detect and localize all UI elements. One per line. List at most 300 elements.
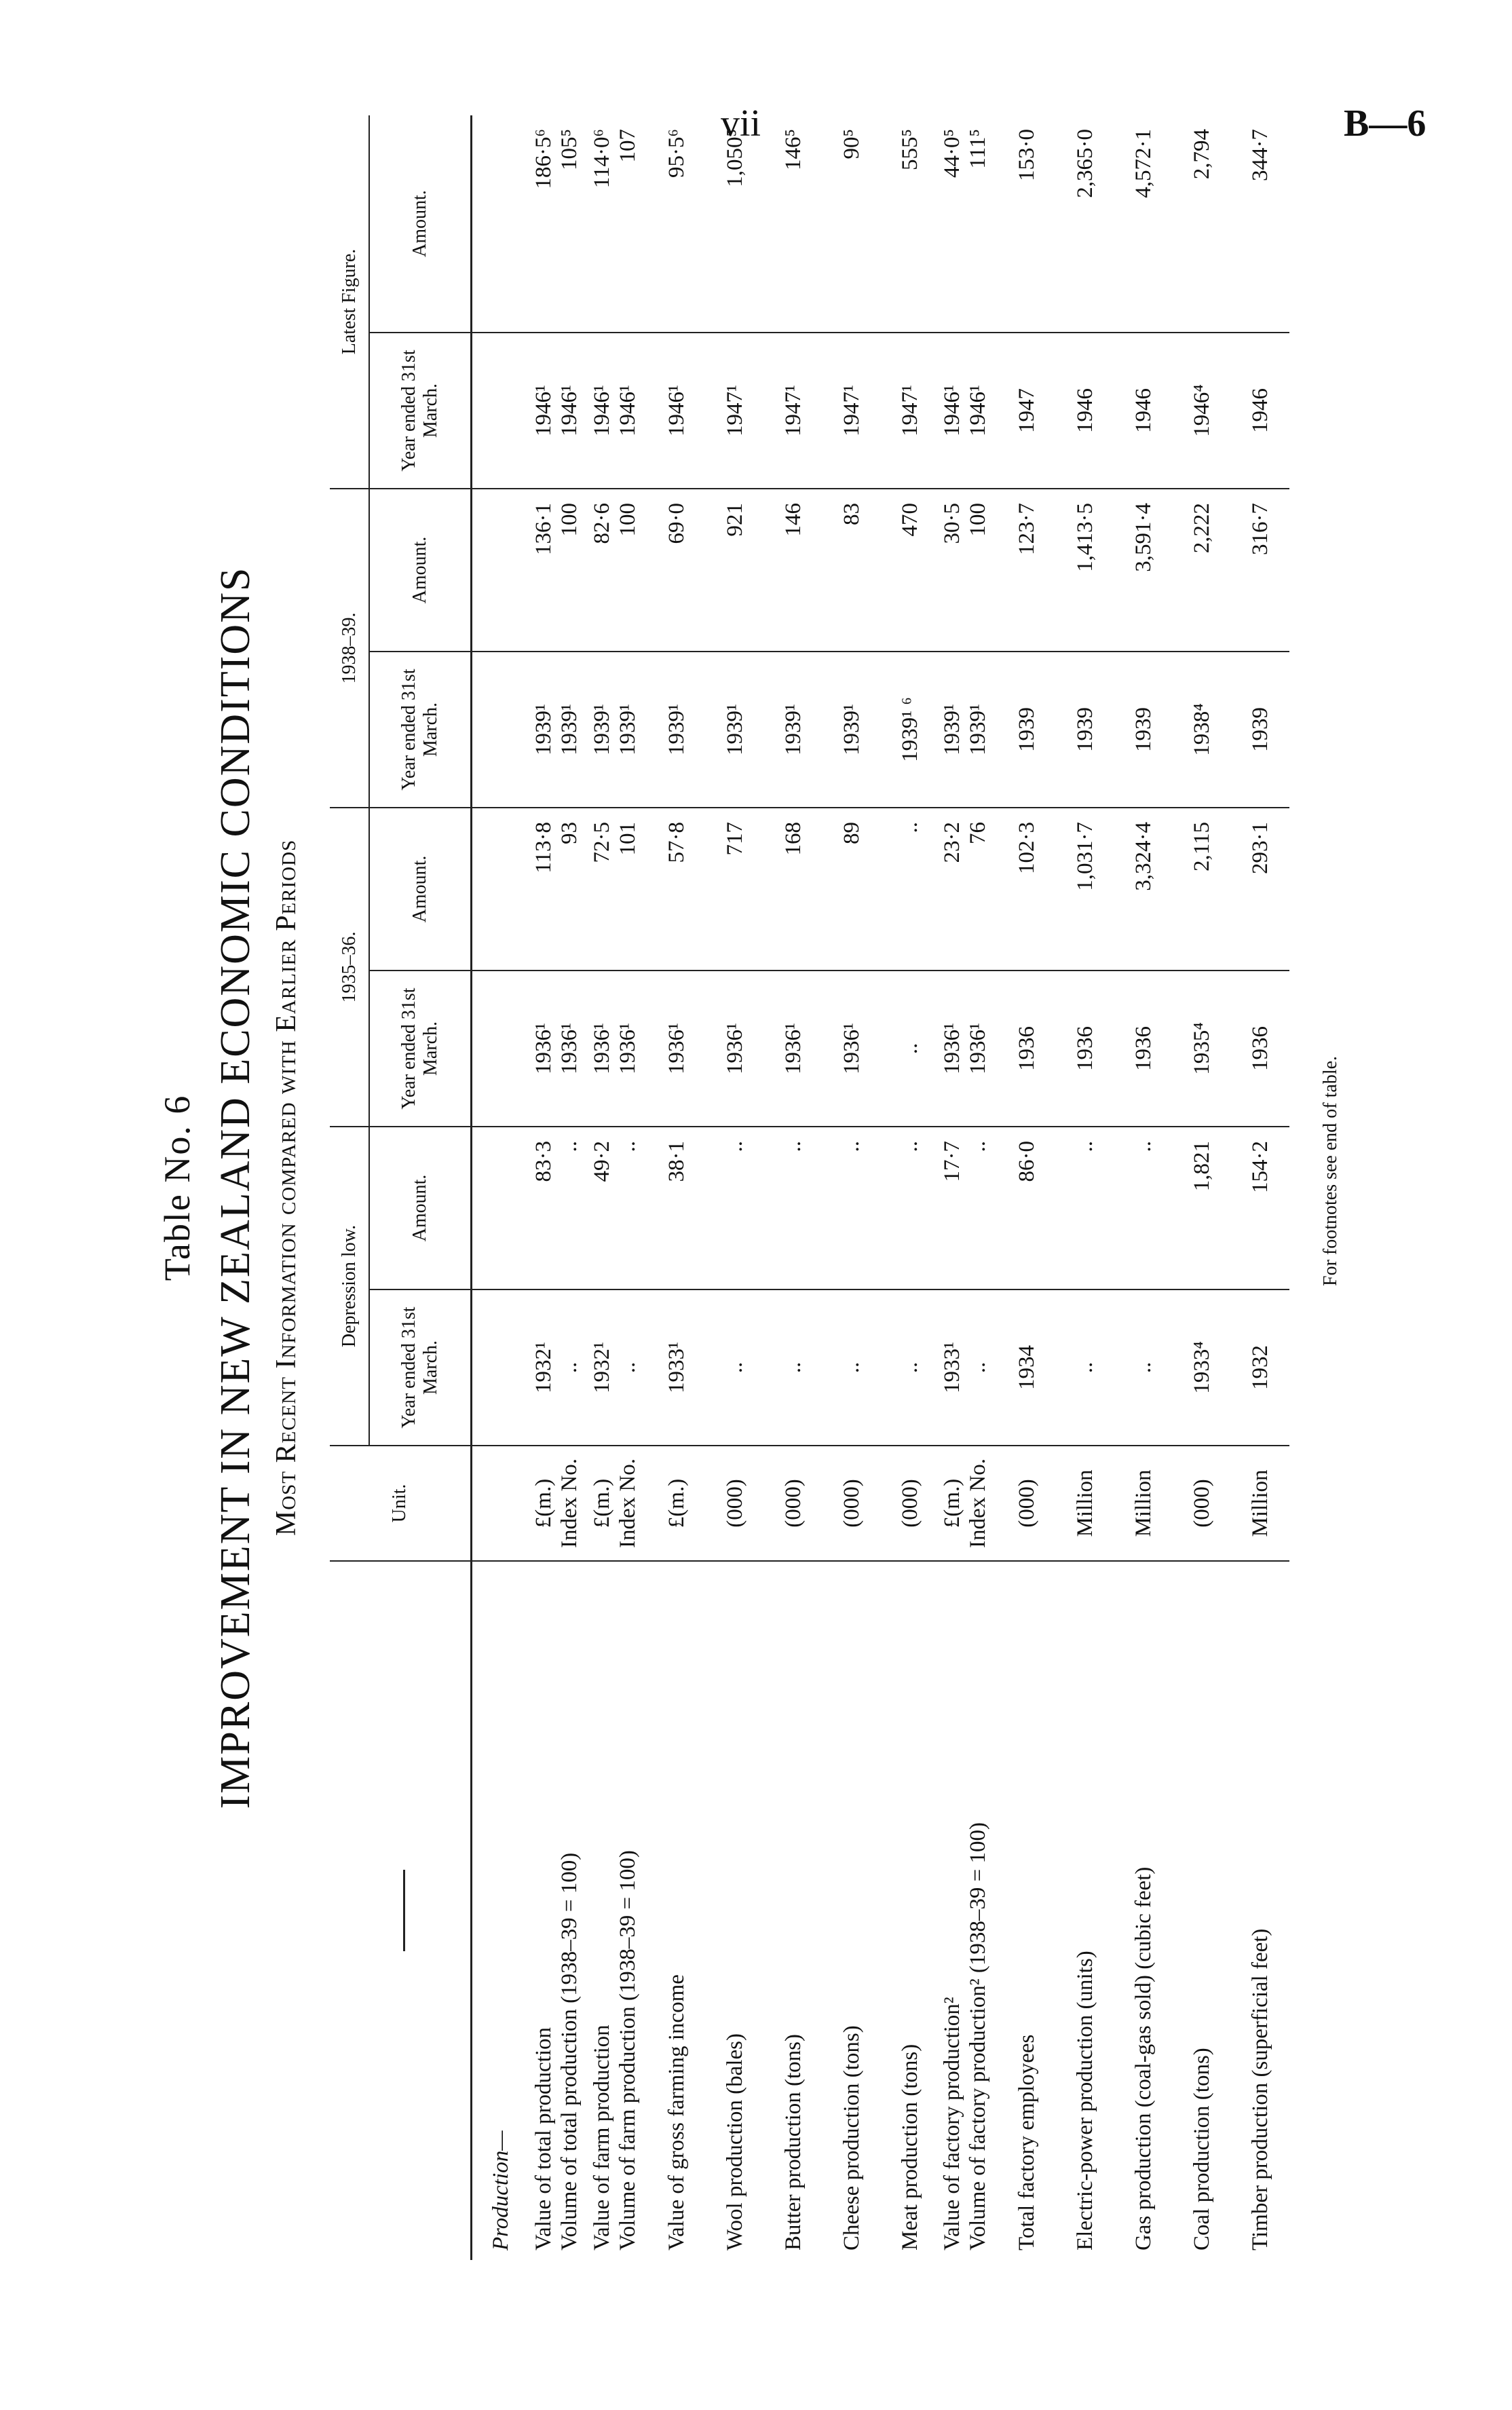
- latest-year-cell-value: 1947¹: [722, 385, 747, 436]
- table-row: [706, 115, 764, 2260]
- depression-year-cell: [1056, 1289, 1114, 1446]
- production-table: [330, 115, 1289, 2260]
- latest-year-cell-value: 1946⁴: [1189, 384, 1214, 437]
- depression-year-cell-value: ..: [780, 1361, 806, 1374]
- latest-amount-cell: [1231, 115, 1289, 333]
- table-body: [471, 115, 1289, 2260]
- table-row: [589, 115, 647, 2260]
- year-1938-39-cell: [531, 652, 589, 808]
- depression-year-cell-value: 1932¹: [531, 1342, 556, 1393]
- amount-1938-39-cell-value: 2,222: [1189, 503, 1214, 554]
- unit-cell: [881, 1446, 939, 1561]
- year-header: Year ended 31st March.: [369, 1289, 471, 1446]
- latest-amount-cell: [589, 115, 647, 333]
- depression-year-cell: [589, 1289, 647, 1446]
- depression-amount-cell: [647, 1127, 706, 1289]
- latest-year-cell: [1056, 333, 1114, 489]
- latest-year-cell: [823, 333, 881, 489]
- depression-year-cell-value: 1932¹: [589, 1342, 614, 1393]
- amount-1935-36-cell-value: 1,031·7: [1072, 822, 1097, 891]
- unit-cell: [823, 1446, 881, 1561]
- year-1938-39-cell: [1173, 652, 1231, 808]
- amount-1935-36-cell-value: 57·8: [664, 822, 689, 863]
- year-1938-39-cell-value: 1939¹ ⁶: [897, 697, 922, 762]
- row-label-text: Volume of farm production (1938–39 = 100): [615, 1850, 640, 2251]
- year-1938-39-cell-value: 1939¹: [531, 704, 556, 755]
- latest-year-cell-value: 1946¹: [531, 385, 556, 436]
- table-row: [823, 115, 881, 2260]
- table-row: [764, 115, 823, 2260]
- year-1938-39-cell: [881, 652, 939, 808]
- table-row: [881, 115, 939, 2260]
- depression-year-cell-value: 1934: [1014, 1345, 1039, 1390]
- year-1938-39-cell-value: 1939: [1072, 707, 1097, 752]
- amount-header: Amount.: [369, 115, 471, 333]
- unit-cell-value: £(m.): [589, 1478, 614, 1528]
- latest-amount-cell-value: 107: [615, 129, 640, 163]
- depression-year-cell: [939, 1289, 998, 1446]
- row-label-text: Value of total production: [531, 2027, 556, 2251]
- latest-year-cell-value: 1946¹: [939, 385, 964, 436]
- label-header: [330, 1561, 471, 2260]
- amount-header: Amount.: [369, 808, 471, 971]
- unit-cell-value: £(m.): [531, 1478, 556, 1528]
- unit-cell: [1056, 1446, 1114, 1561]
- amount-1938-39-cell: [1231, 489, 1289, 652]
- depression-year-cell-value: 1933¹: [939, 1342, 964, 1393]
- depression-amount-cell-value: ..: [1072, 1141, 1097, 1152]
- depression-year-cell-value: ..: [839, 1361, 864, 1374]
- latest-amount-cell-value: 44·0⁵: [939, 129, 964, 178]
- unit-cell-value: (000): [722, 1479, 747, 1528]
- year-1935-36-cell-value: 1935⁴: [1189, 1022, 1214, 1075]
- latest-amount-cell: [998, 115, 1056, 333]
- latest-amount-cell: [1173, 115, 1231, 333]
- group-header-1938-39: 1938–39.: [330, 489, 369, 808]
- depression-amount-cell: [764, 1127, 823, 1289]
- amount-1935-36-cell-value: 89: [839, 822, 864, 844]
- rotated-table-block: [156, 115, 1364, 2260]
- depression-year-cell-value: ..: [897, 1361, 922, 1374]
- row-label-text: Wool production (bales): [722, 2033, 747, 2251]
- amount-1935-36-cell: [881, 808, 939, 971]
- depression-amount-cell-value: 49·2: [589, 1141, 614, 1182]
- amount-1935-36-cell-value: ..: [897, 822, 922, 833]
- year-1935-36-cell-value: 1936¹: [556, 1023, 582, 1074]
- amount-1935-36-cell-value: 717: [722, 822, 747, 856]
- amount-1938-39-cell: [647, 489, 706, 652]
- table-title: IMPROVEMENT IN NEW ZEALAND ECONOMIC CONDITIONS: [212, 566, 259, 1809]
- table-row: [647, 115, 706, 2260]
- amount-1935-36-cell-value: 23·2: [939, 822, 964, 863]
- year-1938-39-cell-value: 1939¹: [556, 704, 582, 755]
- year-1935-36-cell-value: 1936¹: [531, 1023, 556, 1074]
- table-number: Table No. 6: [157, 1094, 197, 1281]
- year-1938-39-cell-value: 1939: [1247, 707, 1272, 752]
- latest-year-cell: [589, 333, 647, 489]
- latest-amount-cell: [939, 115, 998, 333]
- unit-cell-value: £(m.): [939, 1478, 964, 1528]
- depression-amount-cell-value: 154·2: [1247, 1141, 1272, 1193]
- amount-1935-36-cell-value: 72·5: [589, 822, 614, 863]
- row-label: [1056, 1561, 1114, 2260]
- year-1935-36-cell-value: 1936¹: [615, 1023, 640, 1074]
- year-1938-39-cell-value: 1938⁴: [1189, 703, 1214, 756]
- latest-year-cell: [939, 333, 998, 489]
- latest-amount-cell-value: 1,050⁵: [722, 129, 747, 187]
- amount-1938-39-cell-value: 1,413·5: [1072, 503, 1097, 572]
- row-label: [764, 1561, 823, 2260]
- amount-1938-39-cell: [1056, 489, 1114, 652]
- amount-1935-36-cell: [1231, 808, 1289, 971]
- year-1938-39-cell-value: 1939¹: [939, 704, 964, 755]
- year-1938-39-cell: [764, 652, 823, 808]
- year-1938-39-cell-value: 1939¹: [965, 704, 990, 755]
- year-1938-39-cell-value: 1939: [1131, 707, 1156, 752]
- year-1938-39-cell-value: 1939¹: [615, 704, 640, 755]
- row-label-text: Timber production (superficial feet): [1247, 1928, 1272, 2251]
- amount-1938-39-cell: [881, 489, 939, 652]
- year-1935-36-cell: [1114, 971, 1173, 1127]
- amount-1938-39-cell: [531, 489, 589, 652]
- amount-1938-39-cell-value: 470: [897, 503, 922, 537]
- unit-cell: [589, 1446, 647, 1561]
- latest-amount-cell-value: 2,794: [1189, 129, 1214, 180]
- amount-1938-39-cell-value: 69·0: [664, 503, 689, 544]
- depression-year-cell: [647, 1289, 706, 1446]
- group-header-latest: Latest Figure.: [330, 115, 369, 489]
- amount-1935-36-cell-value: 113·8: [531, 822, 556, 873]
- latest-year-cell-value: 1946¹: [556, 385, 582, 436]
- depression-year-cell: [531, 1289, 589, 1446]
- depression-amount-cell-value: ..: [965, 1141, 990, 1152]
- depression-year-cell-value: ..: [1131, 1361, 1156, 1374]
- unit-cell-value: (000): [1189, 1479, 1214, 1528]
- unit-cell: [1231, 1446, 1289, 1561]
- depression-year-cell: [823, 1289, 881, 1446]
- table-row: [1056, 115, 1114, 2260]
- year-1938-39-cell: [647, 652, 706, 808]
- year-1935-36-cell-value: 1936¹: [722, 1023, 747, 1074]
- amount-1935-36-cell: [823, 808, 881, 971]
- row-label-text: Cheese production (tons): [839, 2025, 864, 2251]
- depression-year-cell: [1173, 1289, 1231, 1446]
- row-label-text: Volume of factory production² (1938–39 = 100): [965, 1822, 990, 2251]
- depression-amount-cell-value: 38·1: [664, 1141, 689, 1182]
- depression-amount-cell-value: 83·3: [531, 1141, 556, 1182]
- page-reference: B—6: [1344, 102, 1426, 145]
- amount-1935-36-cell: [998, 808, 1056, 971]
- unit-cell-value: Index No.: [556, 1458, 582, 1548]
- amount-1938-39-cell: [998, 489, 1056, 652]
- latest-amount-cell: [706, 115, 764, 333]
- depression-amount-cell: [998, 1127, 1056, 1289]
- depression-year-cell: [1114, 1289, 1173, 1446]
- year-1938-39-cell: [589, 652, 647, 808]
- year-1938-39-cell-value: 1939¹: [664, 704, 689, 755]
- year-1935-36-cell-value: 1936¹: [664, 1023, 689, 1074]
- table-row: [1231, 115, 1289, 2260]
- unit-cell-value: Million: [1247, 1469, 1272, 1537]
- depression-year-cell-value: ..: [556, 1361, 582, 1374]
- amount-1935-36-cell: [764, 808, 823, 971]
- latest-amount-cell-value: 105⁵: [556, 129, 582, 171]
- amount-1938-39-cell: [764, 489, 823, 652]
- year-1938-39-cell-value: 1939¹: [722, 704, 747, 755]
- depression-amount-cell-value: ..: [839, 1141, 864, 1152]
- table-row: [531, 115, 589, 2260]
- unit-cell-value: Million: [1131, 1469, 1156, 1537]
- amount-1935-36-cell: [1173, 808, 1231, 971]
- depression-amount-cell-value: ..: [897, 1141, 922, 1152]
- row-label: [1114, 1561, 1173, 2260]
- amount-1938-39-cell-value: 316·7: [1247, 503, 1272, 555]
- row-label-text: Value of farm production: [589, 2025, 614, 2251]
- amount-1938-39-cell-value: 100: [556, 503, 582, 537]
- row-label: [647, 1561, 706, 2260]
- latest-year-cell: [998, 333, 1056, 489]
- year-1938-39-cell: [1056, 652, 1114, 808]
- year-1938-39-cell: [823, 652, 881, 808]
- latest-year-cell: [1114, 333, 1173, 489]
- year-1935-36-cell: [823, 971, 881, 1127]
- latest-amount-cell-value: 146⁵: [780, 129, 806, 171]
- depression-amount-cell: [531, 1127, 589, 1289]
- latest-amount-cell: [1056, 115, 1114, 333]
- amount-1938-39-cell-value: 30·5: [939, 503, 964, 544]
- latest-year-cell-value: 1946¹: [664, 385, 689, 436]
- latest-amount-cell: [1114, 115, 1173, 333]
- row-label-text: Electric-power production (units): [1072, 1951, 1097, 2251]
- amount-1935-36-cell-value: 101: [615, 822, 640, 856]
- depression-year-cell: [881, 1289, 939, 1446]
- depression-amount-cell: [1173, 1127, 1231, 1289]
- row-label-text: Meat production (tons): [897, 2044, 922, 2251]
- depression-year-cell: [998, 1289, 1056, 1446]
- depression-amount-cell: [1231, 1127, 1289, 1289]
- latest-amount-cell-value: 555⁵: [897, 129, 922, 171]
- row-label-text: Gas production (coal-gas sold) (cubic feet): [1131, 1866, 1156, 2251]
- year-1935-36-cell: [1173, 971, 1231, 1127]
- depression-amount-cell: [589, 1127, 647, 1289]
- year-1938-39-cell-value: 1939¹: [780, 704, 806, 755]
- year-1935-36-cell: [706, 971, 764, 1127]
- year-1935-36-cell: [589, 971, 647, 1127]
- latest-year-cell-value: 1946¹: [589, 385, 614, 436]
- latest-year-cell: [764, 333, 823, 489]
- latest-year-cell-value: 1946¹: [965, 385, 990, 436]
- year-1935-36-cell: [881, 971, 939, 1127]
- latest-year-cell-value: 1946: [1131, 388, 1156, 433]
- year-1938-39-cell: [1114, 652, 1173, 808]
- amount-1938-39-cell: [823, 489, 881, 652]
- unit-cell: [998, 1446, 1056, 1561]
- amount-header: Amount.: [369, 489, 471, 652]
- group-header-depression: Depression low.: [330, 1127, 369, 1446]
- year-1938-39-cell-value: 1939¹: [839, 704, 864, 755]
- unit-cell: [939, 1446, 998, 1561]
- row-label: [823, 1561, 881, 2260]
- latest-amount-cell-value: 114·0⁶: [589, 129, 614, 189]
- amount-1935-36-cell: [706, 808, 764, 971]
- year-1938-39-cell: [1231, 652, 1289, 808]
- year-1935-36-cell-value: 1936¹: [589, 1023, 614, 1074]
- row-label-text: Value of gross farming income: [664, 1974, 689, 2251]
- depression-amount-cell: [939, 1127, 998, 1289]
- table-row: [1114, 115, 1173, 2260]
- year-1935-36-cell: [998, 971, 1056, 1127]
- year-1938-39-cell-value: 1939¹: [589, 704, 614, 755]
- unit-header: Unit.: [330, 1446, 471, 1561]
- latest-amount-cell-value: 153·0: [1014, 129, 1039, 181]
- amount-1935-36-cell-value: 3,324·4: [1131, 822, 1156, 891]
- latest-year-cell-value: 1946: [1072, 388, 1097, 433]
- unit-cell-value: (000): [780, 1479, 806, 1528]
- row-label: [1173, 1561, 1231, 2260]
- year-1935-36-cell-value: 1936: [1014, 1026, 1039, 1071]
- latest-year-cell: [1173, 333, 1231, 489]
- group-header-1935-36: 1935–36.: [330, 808, 369, 1127]
- latest-year-cell: [1231, 333, 1289, 489]
- amount-1938-39-cell-value: 83: [839, 503, 864, 525]
- unit-cell-value: Index No.: [615, 1458, 640, 1548]
- unit-cell-value: (000): [1014, 1479, 1039, 1528]
- amount-1935-36-cell-value: 168: [780, 822, 806, 856]
- year-1938-39-cell: [706, 652, 764, 808]
- year-1935-36-cell: [647, 971, 706, 1127]
- depression-amount-cell: [881, 1127, 939, 1289]
- amount-1938-39-cell-value: 146: [780, 503, 806, 537]
- year-1935-36-cell: [764, 971, 823, 1127]
- year-1935-36-cell-value: ..: [897, 1042, 922, 1055]
- latest-year-cell: [531, 333, 589, 489]
- table-row: [998, 115, 1056, 2260]
- unit-cell: [706, 1446, 764, 1561]
- depression-year-cell-value: ..: [1072, 1361, 1097, 1374]
- depression-amount-cell-value: ..: [1131, 1141, 1156, 1152]
- row-label-text: Value of factory production²: [939, 1997, 964, 2251]
- year-1935-36-cell-value: 1936¹: [965, 1023, 990, 1074]
- row-label: [589, 1561, 647, 2260]
- unit-cell-value: (000): [839, 1479, 864, 1528]
- row-label-text: Volume of total production (1938–39 = 100): [556, 1852, 582, 2251]
- year-1938-39-cell-value: 1939: [1014, 707, 1039, 752]
- depression-amount-cell: [1056, 1127, 1114, 1289]
- amount-1935-36-cell: [939, 808, 998, 971]
- year-1938-39-cell: [998, 652, 1056, 808]
- latest-year-cell: [706, 333, 764, 489]
- latest-year-cell-value: 1947¹: [780, 385, 806, 436]
- amount-1938-39-cell-value: 3,591·4: [1131, 503, 1156, 572]
- latest-amount-cell: [647, 115, 706, 333]
- year-1935-36-cell-value: 1936: [1131, 1026, 1156, 1071]
- section-label: Production—: [489, 2130, 513, 2251]
- amount-1935-36-cell-value: 2,115: [1189, 822, 1214, 872]
- depression-amount-cell-value: 1,821: [1189, 1141, 1214, 1192]
- page-number: vii: [721, 102, 761, 145]
- depression-amount-cell: [706, 1127, 764, 1289]
- depression-year-cell: [1231, 1289, 1289, 1446]
- amount-1938-39-cell: [939, 489, 998, 652]
- depression-amount-cell-value: ..: [722, 1141, 747, 1152]
- amount-1935-36-cell: [647, 808, 706, 971]
- amount-1935-36-cell: [589, 808, 647, 971]
- amount-1938-39-cell-value: 136·1: [531, 503, 556, 555]
- latest-amount-cell: [823, 115, 881, 333]
- table-subtitle: Most Recent Information compared with Earlier Periods: [271, 839, 302, 1537]
- unit-cell-value: £(m.): [664, 1478, 689, 1528]
- amount-1935-36-cell-value: 93: [556, 822, 582, 844]
- depression-amount-cell: [1114, 1127, 1173, 1289]
- latest-year-cell-value: 1946¹: [615, 385, 640, 436]
- amount-1935-36-cell: [1056, 808, 1114, 971]
- depression-year-cell-value: ..: [722, 1361, 747, 1374]
- amount-1938-39-cell-value: 123·7: [1014, 503, 1039, 555]
- year-1935-36-cell: [531, 971, 589, 1127]
- depression-amount-cell-value: ..: [615, 1141, 640, 1152]
- row-label: [881, 1561, 939, 2260]
- latest-amount-cell: [531, 115, 589, 333]
- table-row: [939, 115, 998, 2260]
- amount-1935-36-cell-value: 102·3: [1014, 822, 1039, 874]
- amount-1935-36-cell-value: 76: [965, 822, 990, 844]
- latest-year-cell: [647, 333, 706, 489]
- unit-cell-value: (000): [897, 1479, 922, 1528]
- depression-year-cell: [706, 1289, 764, 1446]
- latest-year-cell-value: 1947¹: [897, 385, 922, 436]
- year-header: Year ended 31st March.: [369, 652, 471, 808]
- row-label-text: Total factory employees: [1014, 2034, 1039, 2251]
- depression-amount-cell-value: ..: [780, 1141, 806, 1152]
- year-1935-36-cell: [1231, 971, 1289, 1127]
- year-1935-36-cell: [939, 971, 998, 1127]
- year-1935-36-cell-value: 1936¹: [780, 1023, 806, 1074]
- amount-1938-39-cell-value: 82·6: [589, 503, 614, 544]
- latest-amount-cell-value: 186·5⁶: [531, 129, 556, 189]
- depression-year-cell-value: 1933¹: [664, 1342, 689, 1393]
- amount-1935-36-cell: [531, 808, 589, 971]
- row-label: [1231, 1561, 1289, 2260]
- unit-cell-value: Index No.: [965, 1458, 990, 1548]
- amount-1938-39-cell: [706, 489, 764, 652]
- amount-1938-39-cell: [1173, 489, 1231, 652]
- depression-year-cell: [764, 1289, 823, 1446]
- latest-amount-cell: [881, 115, 939, 333]
- year-1935-36-cell-value: 1936: [1247, 1026, 1272, 1071]
- latest-amount-cell-value: 90⁵: [839, 129, 864, 159]
- amount-1935-36-cell: [1114, 808, 1173, 971]
- amount-1938-39-cell: [1114, 489, 1173, 652]
- footnote: For footnotes see end of table.: [1320, 1055, 1341, 1286]
- depression-amount-cell: [823, 1127, 881, 1289]
- year-1938-39-cell: [939, 652, 998, 808]
- latest-amount-cell: [764, 115, 823, 333]
- amount-1938-39-cell: [589, 489, 647, 652]
- latest-year-cell-value: 1947: [1014, 388, 1039, 433]
- latest-year-cell: [881, 333, 939, 489]
- year-1935-36-cell-value: 1936: [1072, 1026, 1097, 1071]
- depression-year-cell-value: 1933⁴: [1189, 1341, 1214, 1394]
- amount-1938-39-cell-value: 100: [615, 503, 640, 537]
- depression-year-cell-value: ..: [965, 1361, 990, 1374]
- depression-amount-cell-value: ..: [556, 1141, 582, 1152]
- row-label-text: Coal production (tons): [1189, 2048, 1214, 2251]
- depression-year-cell-value: 1932: [1247, 1345, 1272, 1390]
- year-1935-36-cell-value: 1936¹: [839, 1023, 864, 1074]
- depression-amount-cell-value: 17·7: [939, 1141, 964, 1182]
- row-label: [531, 1561, 589, 2260]
- unit-cell-value: Million: [1072, 1469, 1097, 1537]
